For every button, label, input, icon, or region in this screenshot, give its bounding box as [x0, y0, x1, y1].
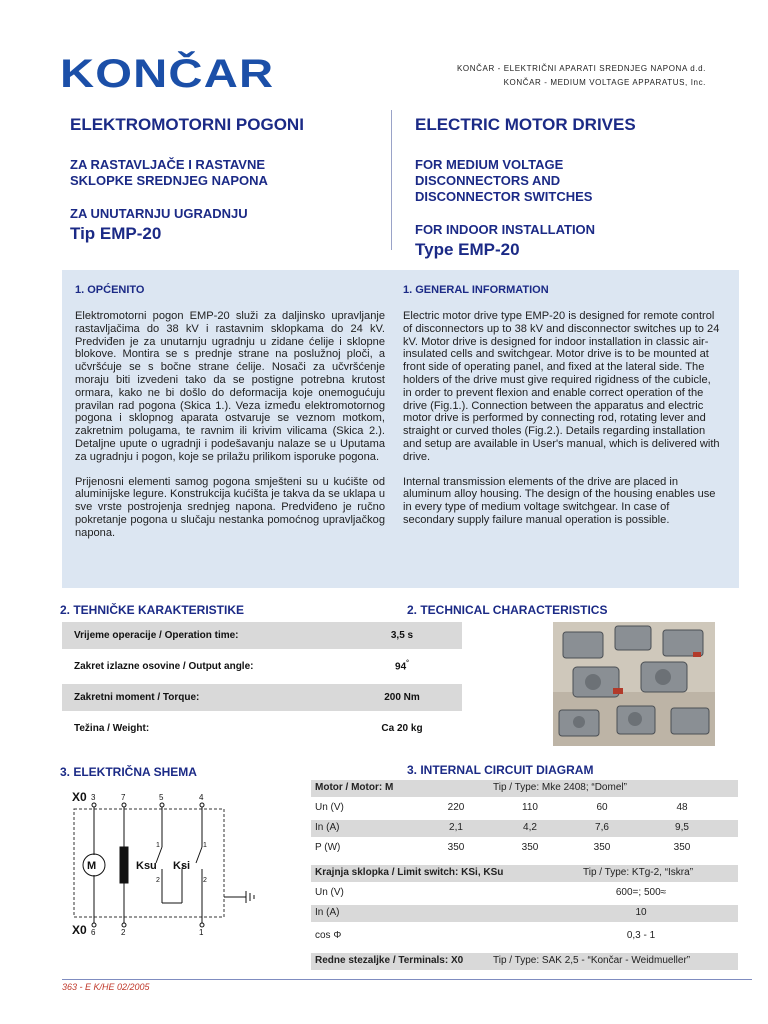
row-name: Un (V) [315, 802, 344, 813]
switch-pin: 2 [156, 877, 160, 884]
row-name: In (A) [315, 822, 340, 833]
terminal-label: 4 [199, 793, 204, 802]
general-hr-para2: Prijenosni elementi samog pogona smješteni su u kućište od aluminijske legure. Konstrukcija kućišta je takva da se uklapa u sve vrste postrojenja srednjeg napona. Predviđeno je ručno pokretanje pogona u slučaju nestanka pomoćnog upravljačkog napona. [75, 475, 385, 539]
cell-value: 220 [447, 802, 465, 813]
table-row [311, 820, 738, 837]
row-name: Un (V) [315, 887, 344, 898]
row-name: P (W) [315, 842, 341, 853]
x0-label-top: X0 [72, 790, 87, 804]
subtitle-hr-line2: SKLOPKE SREDNJEG NAPONA [70, 173, 268, 188]
spec-value-wrap [342, 660, 462, 672]
terminal-label: 2 [121, 928, 126, 937]
terminal-label: Redne stezaljke / Terminals: X0 [315, 955, 464, 966]
subtitle-en-line2: DISCONNECTORS AND [415, 173, 561, 188]
general-en-para2: Internal transmission elements of the drive are placed in aluminum alloy housing. The design of the housing enables use in every type of medium voltage switchgear. In case of secondary supply failure manual operation is possible. [403, 475, 716, 526]
circuit-heading-en: 3. INTERNAL CIRCUIT DIAGRAM [407, 763, 594, 777]
terminal-label: 3 [91, 793, 96, 802]
product-photo-image [553, 622, 715, 746]
motor-label: Motor / Motor: M [315, 782, 394, 793]
spec-row [62, 622, 462, 649]
terminal-label: 5 [159, 793, 164, 802]
spec-row [62, 653, 462, 680]
cell-value: 7,6 [595, 822, 609, 833]
general-text-en [403, 310, 721, 527]
row-name: In (A) [315, 907, 340, 918]
cell-value: 0,3 - 1 [626, 930, 656, 941]
switch-pin: 2 [203, 877, 207, 884]
cell-value: 9,5 [675, 822, 689, 833]
cell-value: 48 [676, 802, 688, 813]
spec-label: Zakretni moment / Torque: [74, 692, 200, 703]
cell-value: 600=; 500≈ [615, 887, 667, 898]
spec-value: 3,5 s [390, 630, 414, 641]
company-logo: KONČAR [60, 52, 275, 96]
general-heading-hr: 1. OPĆENITO [75, 284, 145, 296]
spec-value: 94 [395, 661, 407, 673]
table-row-motor-header [311, 780, 738, 797]
spec-value: 200 Nm [384, 692, 420, 703]
technical-heading-hr: 2. TEHNIČKE KARAKTERISTIKE [60, 603, 245, 617]
subtitle-en-line1: FOR MEDIUM VOLTAGE [415, 157, 564, 172]
cell-value: 110 [522, 802, 538, 813]
subtitle-hr [70, 157, 268, 189]
terminal-label: 7 [121, 793, 126, 802]
table-row [311, 905, 738, 922]
terminal-type: Tip / Type: SAK 2,5 - “Končar - Weidmueller” [493, 955, 691, 966]
table-row [311, 928, 738, 945]
title-hr: ELEKTROMOTORNI POGONI [70, 115, 304, 134]
switch-label: Krajnja sklopka / Limit switch: KSi, KSu [315, 867, 504, 878]
general-heading-en: 1. GENERAL INFORMATION [403, 284, 549, 296]
subtitle-en [415, 157, 592, 205]
table-row [311, 840, 738, 857]
circuit-diagram [60, 785, 285, 945]
ksi-label: Ksi [173, 860, 191, 872]
spec-label: Vrijeme operacije / Operation time: [74, 630, 239, 641]
table-row [311, 885, 738, 902]
type-hr: Tip EMP-20 [70, 224, 162, 243]
switch-type: Tip / Type: KTg-2, “Iskra” [583, 867, 694, 878]
spec-label: Težina / Weight: [74, 723, 150, 734]
company-name-en: KONČAR - MEDIUM VOLTAGE APPARATUS, Inc. [503, 78, 706, 87]
company-name [457, 62, 706, 90]
row-name: cos Φ [315, 930, 342, 941]
general-en-para1: Electric motor drive type EMP-20 is designed for remote control of disconnectors up to 38 kV and disconnector switches up to 24 kV. Motor drive is designed for indoor installation in classic air-insulated cells and switchgear. Motor drive is to be mounted at front side of operating panel, and fixed at the lateral side. The holders of the drive must give required rigidness of the cubicle, in order to prevent flexion and enable correct operation of the drive (Fig.1.). Connection between the apparatus and electric motor drive is performed by connecting rod, rotating lever and straight or curved tholes (Fig.2.). Details regarding installation and setup are available in User's manual, which is delivered with drive. [403, 310, 720, 463]
motor-type: Tip / Type: Mke 2408; “Domel” [493, 782, 627, 793]
table-row-switch-header [311, 865, 738, 882]
general-text-hr [75, 310, 385, 540]
install-en: FOR INDOOR INSTALLATION [415, 222, 596, 237]
cell-value: 350 [447, 842, 465, 853]
cell-value: 4,2 [523, 822, 537, 833]
title-divider [391, 110, 392, 250]
cell-value: 60 [596, 802, 608, 813]
technical-heading-en: 2. TECHNICAL CHARACTERISTICS [407, 603, 608, 617]
circuit-wires [74, 805, 254, 925]
circuit-heading-hr: 3. ELEKTRIČNA SHEMA [60, 765, 197, 779]
subtitle-en-line3: DISCONNECTOR SWITCHES [415, 189, 593, 204]
switch-pin: 1 [203, 842, 207, 849]
title-en: ELECTRIC MOTOR DRIVES [415, 115, 636, 134]
type-en: Type EMP-20 [415, 240, 520, 259]
terminal-label: 1 [199, 928, 204, 937]
terminal-label: 6 [91, 928, 96, 937]
x0-label-bottom: X0 [72, 923, 87, 937]
spec-label: Zakret izlazne osovine / Output angle: [74, 661, 254, 672]
table-row [311, 800, 738, 817]
cell-value: 350 [593, 842, 611, 853]
degree-sign: ° [406, 660, 409, 668]
motor-label: M [87, 860, 97, 872]
document-code: 363 - E K/HE 02/2005 [62, 982, 150, 992]
spec-row [62, 715, 462, 742]
cell-value: 10 [635, 907, 647, 918]
table-row-terminal [311, 953, 738, 970]
company-name-hr: KONČAR - ELEKTRIČNI APARATI SREDNJEG NAPONA d.d. [457, 64, 706, 73]
cell-value: 2,1 [449, 822, 463, 833]
general-hr-para1: Elektromotorni pogon EMP-20 služi za daljinsko upravljanje rastavljačima do 38 kV i rastavnim sklopkama do 24 kV. Predviđen je za unutarnju ugradnju u zidane ćelije i sklopne blokove. Montira se s prednje strane na poslužnoj ploči, a učvršćuje se s bočne strane ćelije. Nosači za učvršćenje moraju biti izvedeni tako da se postigne potrebna krutost ormara, kako ne bi došlo do deformacija koje onemogućuju pravilan rad pogona (Skica 1.). Veza između elektromotornog pogona i sklopnog aparata ostvaruje se veznom motkom, zakretnim polugama, te ravnim ili krivim vilicama (Skica 2.). Detaljne upute o ugradnji i podešavanju nalaze se u Uputama za ugradnju i pogon, koje se prilažu prilikom isporuke pogona. [75, 310, 385, 463]
cell-value: 350 [673, 842, 691, 853]
spec-row [62, 684, 462, 711]
spec-value: Ca 20 kg [381, 723, 423, 734]
switch-pin: 1 [156, 842, 160, 849]
ksu-label: Ksu [136, 860, 157, 872]
product-photo [553, 622, 715, 746]
footer-divider [62, 979, 752, 980]
subtitle-hr-line1: ZA RASTAVLJAČE I RASTAVNE [70, 157, 266, 172]
cell-value: 350 [521, 842, 539, 853]
install-hr: ZA UNUTARNJU UGRADNJU [70, 206, 248, 221]
